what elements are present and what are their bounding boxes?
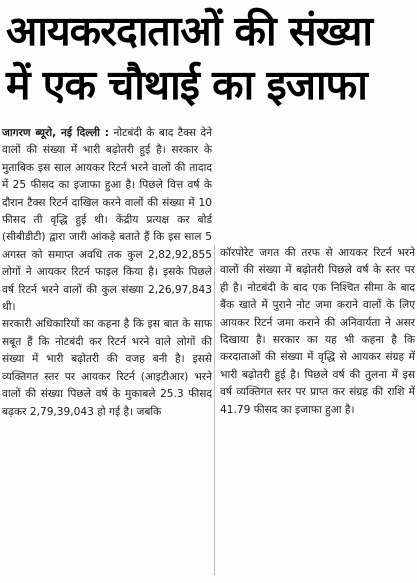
article-column-right [220,245,415,419]
column-divider [214,245,215,575]
byline: जागरण ब्यूरो, नई दिल्ली : [2,127,109,139]
headline-line-2: में एक चौथाई का इजाफा [6,61,367,109]
article-paragraph-2: सरकारी अधिकारियों का कहना है कि इस बात के साफ सबूत हैं कि नोटबंदी कर रिटर्न भरने वाले लोगों की संख्या में भारी बढ़ोतरी की वजह बनी है। इससे व्यक्तिगत स्तर पर आयकर रिटर्न (आइटीआर) भरने वालों की संख्या पिछले वर्ष के मुकाबले 25.3 फीसद बढ़कर 2,79,39,043 हो गई है। जबकि [2,318,212,418]
headline-line-1: आयकरदाताओं की संख्या [6,7,372,55]
article-paragraph-3: कॉरपोरेट जगत की तरफ से आयकर रिटर्न भरने वालों की संख्या में बढ़ोतरी पिछले वर्ष के स्तर पर ही है। नोटबंदी के बाद एक निश्चित सीमा के बाद बैंक खाते में पुराने नोट जमा कराने वालों के लिए आयकर रिटर्न जमा कराने की अनिवार्यता ने असर दिखाया है। सरकार का यह भी कहना है कि करदाताओं की संख्या में वृद्धि से आयकर संग्रह में भारी बढ़ोतरी हुई है। पिछले वर्ष की तुलना में इस वर्ष व्यक्तिगत स्तर पर प्राप्त कर संग्रह की राशि में 41.79 फीसद का इजाफा हुआ है। [220,247,415,416]
article-column-left [2,125,212,421]
article-paragraph-1 [2,125,212,316]
headline [6,4,414,112]
paragraph-1-text: नोटबंदी के बाद टैक्स देने वालों की संख्या में भारी बढ़ोतरी हुई है। सरकार के मुताबिक इस साल आयकर रिटर्न भरने वालों की तादाद में 25 फीसद का इजाफा हुआ है। पिछले वित्त वर्ष के दौरान टैक्स रिटर्न दाखिल करने वालों की संख्या में 10 फीसद ती वृद्धि हुई थी। केंद्रीय प्रत्यक्ष कर बोर्ड (सीबीडीटी) द्वारा जारी आंकड़े बताते हैं कि इस साल 5 अगस्त को समाप्त अवधि तक कुल 2,82,92,855 लोगों ने आयकर रिटर्न फाइल किया है। इसके पिछले वर्ष रिटर्न भरने वालों की कुल संख्या 2,26,97,843 थी। [2,127,213,314]
